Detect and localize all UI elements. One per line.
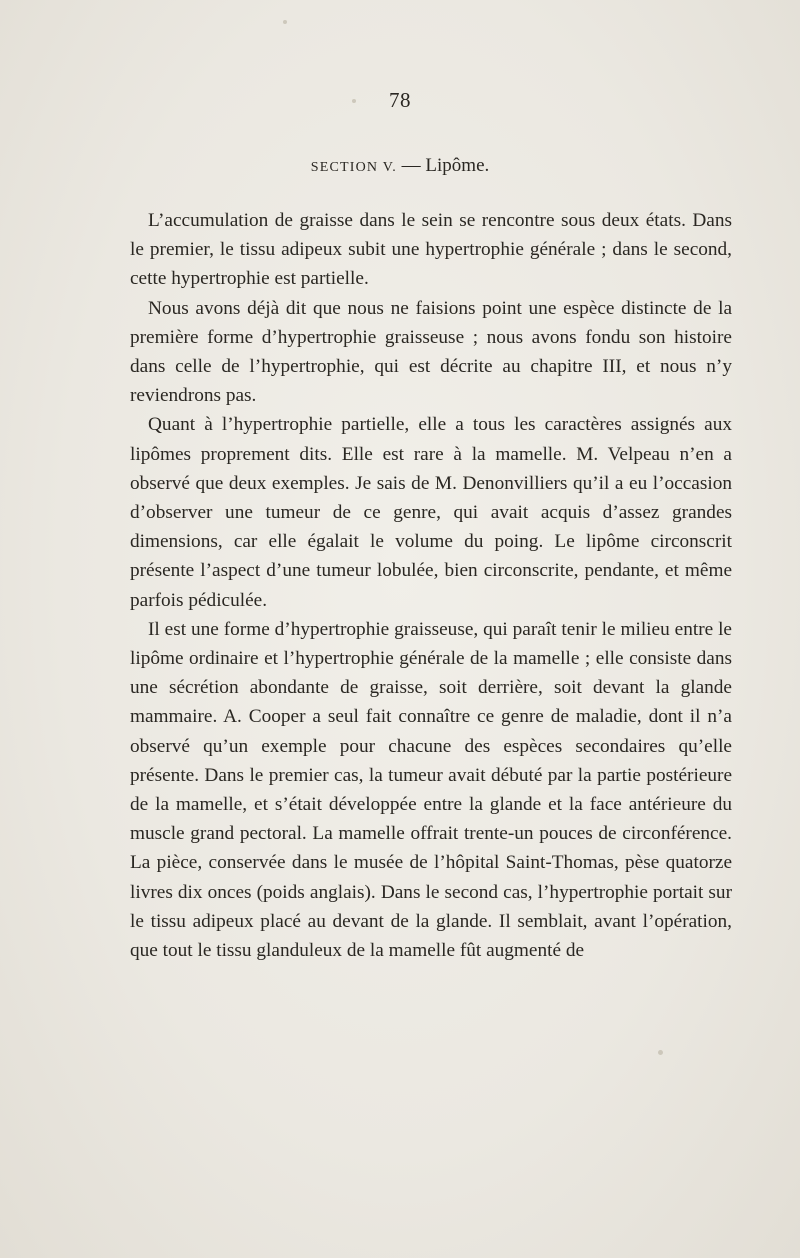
paper-speck — [283, 20, 287, 24]
paragraph: Quant à l’hypertrophie partielle, elle a tous les caractères assignés aux lipômes proprement dits. Elle est rare à la mamelle. M. Velpeau n’en a observé que deux exemples. Je sais de M. Denonvilliers qu’il a eu l’occasion d’observer une tumeur de ce genre, qui avait acquis d’assez grandes dimensions, car elle égalait le volume du poing. Le lipôme circonscrit présente l’aspect d’une tumeur lobulée, bien circonscrite, pendante, et même parfois pédiculée. — [130, 414, 732, 611]
section-label: SECTION V. — [310, 160, 397, 175]
paper-speck — [658, 1050, 663, 1055]
paragraph: Nous avons déjà dit que nous ne faisions point une espèce distincte de la première forme d’hypertrophie graisseuse ; nous avons fondu son histoire dans celle de l’hypertrophie, qui est décrite au chapitre III, et nous n’y reviendrons pas. — [130, 297, 732, 407]
section-heading — [0, 155, 800, 177]
paragraph: L’accumulation de graisse dans le sein se rencontre sous deux états. Dans le premier, le tissu adipeux subit une hypertrophie générale ; dans le second, cette hypertrophie est partielle. — [130, 210, 732, 290]
section-separator: — — [396, 155, 426, 176]
page-number: 78 — [389, 88, 411, 112]
paragraph: Il est une forme d’hypertrophie graisseuse, qui paraît tenir le milieu entre le lipôme ordinaire et l’hypertrophie générale de la mamelle ; elle consiste dans une sécrétion abondante de graisse, soit derrière, soit devant la glande mammaire. A. Cooper a seul fait connaître ce genre de maladie, dont il n’a observé qu’un exemple pour chacune des espèces secondaires qu’elle présente. Dans le premier cas, la tumeur avait débuté par la partie postérieure de la mamelle, et s’était développée entre la glande et la face antérieure du muscle grand pectoral. La mamelle offrait trente-un pouces de circonférence. La pièce, conservée dans le musée de l’hôpital Saint-Thomas, pèse quatorze livres dix onces (poids anglais). Dans le second cas, l’hypertrophie portait sur le tissu adipeux placé au devant de la glande. Il semblait, avant l’opération, que tout le tissu glanduleux de la mamelle fût augmenté de — [130, 618, 732, 962]
section-title: Lipôme. — [425, 155, 490, 176]
body-text — [130, 206, 732, 965]
